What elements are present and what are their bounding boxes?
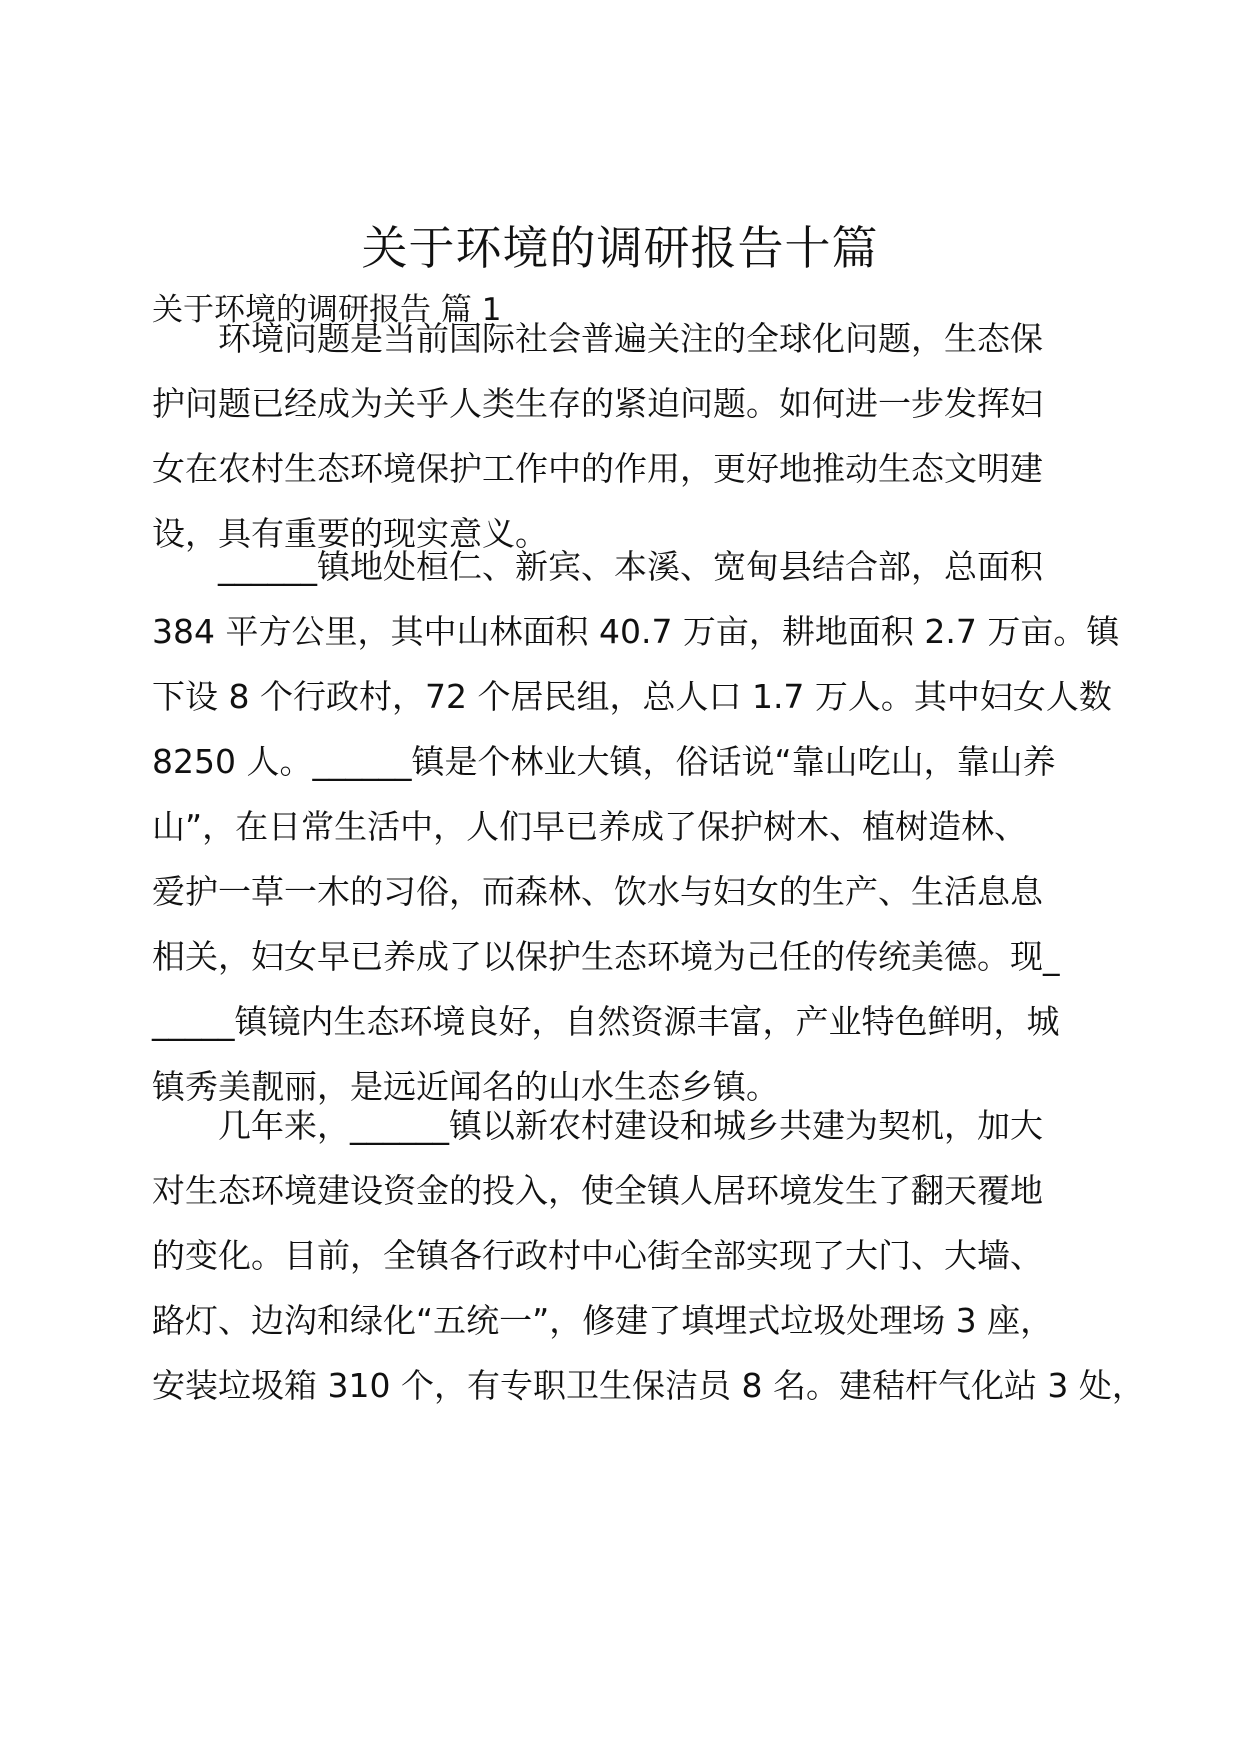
paragraph-line: 环境问题是当前国际社会普遍关注的全球化问题，生态保 <box>218 319 1043 358</box>
document-title: 关于环境的调研报告十篇 <box>361 221 879 275</box>
paragraph-line: 几年来，______镇以新农村建设和城乡共建为契机，加大 <box>218 1106 1043 1145</box>
paragraph-line: 的变化。目前，全镇各行政村中心街全部实现了大门、大墙、 <box>152 1236 1043 1275</box>
paragraph-line: 384 平方公里，其中山林面积 40.7 万亩，耕地面积 2.7 万亩。镇 <box>152 612 1120 651</box>
paragraph-line: _____镇镜内生态环境良好，自然资源丰富，产业特色鲜明，城 <box>152 1002 1060 1041</box>
paragraph-line: 山”，在日常生活中，人们早已养成了保护树木、植树造林、 <box>152 807 1028 846</box>
paragraph-line: 8250 人。______镇是个林业大镇，俗话说“靠山吃山，靠山养 <box>152 742 1056 781</box>
paragraph-line: 相关，妇女早已养成了以保护生态环境为己任的传统美德。现_ <box>152 937 1060 976</box>
paragraph-line: 下设 8 个行政村，72 个居民组，总人口 1.7 万人。其中妇女人数 <box>152 677 1112 716</box>
paragraph-1 <box>152 306 1092 566</box>
paragraph-line: 设，具有重要的现实意义。 <box>152 514 548 553</box>
paragraph-line: 护问题已经成为关乎人类生存的紧迫问题。如何进一步发挥妇 <box>152 384 1043 423</box>
section-heading: 关于环境的调研报告 篇 1 <box>152 292 502 328</box>
paragraph-2 <box>152 534 1120 1119</box>
paragraph-line: 对生态环境建设资金的投入，使全镇人居环境发生了翻天覆地 <box>152 1171 1043 1210</box>
paragraph-line: 女在农村生态环境保护工作中的作用，更好地推动生态文明建 <box>152 449 1043 488</box>
paragraph-3 <box>152 1093 1145 1418</box>
paragraph-line: 爱护一草一木的习俗，而森林、饮水与妇女的生产、生活息息 <box>152 872 1043 911</box>
paragraph-line: ______镇地处桓仁、新宾、本溪、宽甸县结合部，总面积 <box>218 547 1043 586</box>
paragraph-line: 路灯、边沟和绿化“五统一”，修建了填埋式垃圾处理场 3 座， <box>152 1301 1054 1340</box>
paragraph-line: 镇秀美靓丽，是远近闻名的山水生态乡镇。 <box>152 1067 779 1106</box>
paragraph-line: 安装垃圾箱 310 个，有专职卫生保洁员 8 名。建秸杆气化站 3 处， <box>152 1366 1145 1405</box>
